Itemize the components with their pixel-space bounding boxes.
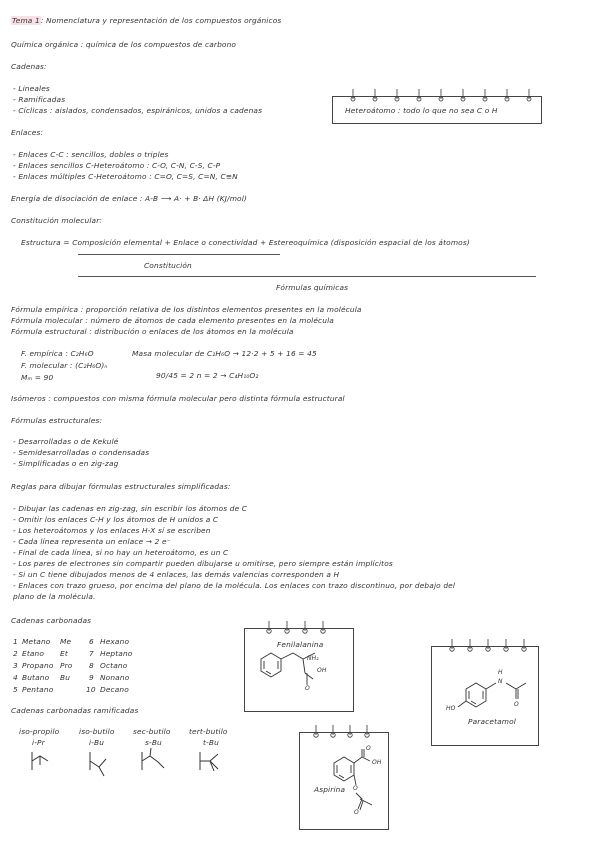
ejemplo-empirica: F. empírica : C₂H₆O	[21, 349, 94, 358]
cadena-num: 7	[89, 649, 94, 658]
cadenas-item: - Ramificadas	[13, 95, 66, 104]
grupo-name: iso-propilo	[19, 727, 60, 736]
enlaces-item: - Enlaces sencillos C-Heteroátomo : C-O, C-N, C-S, C-P	[13, 161, 221, 170]
ejemplo-masa-molecular: Masa molecular de C₂H₆O → 12·2 + 5 + 16 = 45	[132, 349, 317, 358]
cadenas-carbonadas-heading: Cadenas carbonadas	[11, 616, 92, 625]
grupo-abbr: i-Pr	[32, 738, 45, 747]
secbutyl-bond	[142, 748, 164, 770]
regla-item: - Si un C tiene dibujados menos de 4 enlaces, las demás valencias corresponden a H	[13, 570, 340, 579]
cadena-num: 9	[89, 673, 94, 682]
ramificadas-heading: Cadenas carbonadas ramificadas	[11, 706, 139, 715]
isobutyl-bond	[90, 752, 106, 776]
energia-disociacion: Energía de disociación de enlace : A-B ⟶ A· + B· ΔH (KJ/mol)	[11, 194, 247, 203]
paracetamol-ho: HO	[446, 705, 456, 712]
cadenas-heading: Cadenas:	[11, 62, 47, 71]
paracetamol-note	[431, 646, 539, 746]
cadena-num: 10	[86, 685, 96, 694]
formula-definition: Fórmula empírica : proporción relativa de los distintos elementos presentes en la molécula	[11, 305, 362, 314]
formulas-estructurales-item: - Desarrolladas o de Kekulé	[13, 437, 119, 446]
cadena-name: Metano	[22, 637, 51, 646]
fenilalanina-oh: OH	[317, 667, 327, 674]
regla-item: - Los heteroátomos y los enlaces H-X sí se escriben	[13, 526, 211, 535]
aspirina-o1: O	[366, 745, 371, 752]
grupo-name: tert-butilo	[189, 727, 228, 736]
formulas-quimicas-label: Fórmulas químicas	[276, 283, 349, 292]
cadena-num: 6	[89, 637, 94, 646]
cadena-name: Nonano	[100, 673, 130, 682]
formula-definition: Fórmula molecular : número de átomos de cada elemento presentes en la molécula	[11, 316, 334, 325]
cadena-num: 5	[13, 685, 18, 694]
enlaces-heading: Enlaces:	[11, 128, 44, 137]
reglas-heading: Reglas para dibujar fórmulas estructurales simplificadas:	[11, 482, 231, 491]
grupo-name: sec-butilo	[133, 727, 171, 736]
cadena-name: Butano	[22, 673, 50, 682]
aspirina-o2: O	[353, 785, 358, 792]
cadena-num: 3	[13, 661, 18, 670]
enlaces-item: - Enlaces C-C : sencillos, dobles o triples	[13, 150, 169, 159]
cadena-abbr: Me	[60, 637, 72, 646]
cadena-abbr: Pro	[60, 661, 73, 670]
regla-item: - Enlaces con trazo grueso, por encima del plano de la molécula. Los enlaces con trazo discontinuo, por debajo del	[13, 581, 456, 590]
paracetamol-n: N	[498, 678, 503, 685]
aspirina-structure	[300, 733, 388, 829]
aspirina-note	[299, 732, 389, 830]
grupo-abbr: s-Bu	[145, 738, 162, 747]
formula-definition: Fórmula estructural : distribución o enlaces de los átomos en la molécula	[11, 327, 294, 336]
constitucion-heading: Constitución molecular:	[11, 216, 103, 225]
grupo-name: iso-butilo	[79, 727, 115, 736]
estructura-equation: Estructura = Composición elemental + Enlace o conectividad + Estereoquímica (disposición espacial de los átomos)	[21, 238, 470, 247]
tertbutyl-bond	[200, 752, 218, 771]
cadena-name: Heptano	[100, 649, 133, 658]
cadena-name: Octano	[100, 661, 128, 670]
cadena-abbr: Bu	[60, 673, 71, 682]
enlaces-item: - Enlaces múltiples C-Heteroátomo : C=O, C=S, C=N, C≡N	[13, 172, 238, 181]
cadenas-item: - Lineales	[13, 84, 50, 93]
cadena-name: Pentano	[22, 685, 54, 694]
fenilalanina-nh2: NH₂	[307, 655, 319, 662]
title-rest: : Nomenclatura y representación de los compuestos orgánicos	[40, 16, 282, 25]
formulas-estructurales-item: - Simplificadas o en zig-zag	[13, 459, 119, 468]
regla-item: - Final de cada línea, si no hay un heteroátomo, es un C	[13, 548, 229, 557]
heteroatomo-text: Heteroátomo : todo lo que no sea C o H	[345, 106, 498, 115]
aspirina-o3: O	[354, 809, 359, 816]
paracetamol-o: O	[514, 701, 519, 708]
isopropyl-bond	[32, 752, 48, 770]
regla-item: - Omitir los enlaces C-H y los átomos de H unidos a C	[13, 515, 219, 524]
paracetamol-structure	[432, 647, 538, 745]
paracetamol-h: H	[498, 669, 503, 676]
ejemplo-masa-molar: Mₘ = 90	[21, 373, 54, 382]
cadena-num: 4	[13, 673, 18, 682]
regla-item: - Cada línea representa un enlace → 2 e⁻	[13, 537, 171, 546]
formulas-estructurales-heading: Fórmulas estructurales:	[11, 416, 103, 425]
fenilalanina-o: O	[305, 685, 310, 692]
cadena-name: Hexano	[100, 637, 130, 646]
fenilalanina-structure	[245, 629, 353, 711]
ejemplo-calculo: 90/45 = 2 n = 2 → C₄H₁₀O₂	[156, 371, 259, 380]
cadena-name: Etano	[22, 649, 45, 658]
quimica-organica-def: Química orgánica : química de los compuestos de carbono	[11, 40, 237, 49]
title-highlight: Tema 1	[12, 16, 40, 25]
regla-item: - Los pares de electrones sin compartir pueden dibujarse u omitirse, pero siempre están implícitos	[13, 559, 393, 568]
ejemplo-molecular: F. molecular : (C₂H₆O)ₙ	[21, 361, 108, 370]
isomeros-def: Isómeros : compuestos con misma fórmula molecular pero distinta fórmula estructural	[11, 394, 345, 403]
cadena-num: 8	[89, 661, 94, 670]
fenilalanina-note	[244, 628, 354, 712]
formulas-estructurales-item: - Semidesarrolladas o condensadas	[13, 448, 150, 457]
aspirina-oh: OH	[372, 759, 382, 766]
cadena-name: Decano	[100, 685, 129, 694]
paracetamol-name: Paracetamol	[468, 717, 517, 726]
constitucion-label: Constitución	[144, 261, 192, 270]
regla-item: plano de la molécula.	[13, 592, 96, 601]
cadena-num: 2	[13, 649, 18, 658]
fenilalanina-name: Fenilalanina	[277, 640, 324, 649]
grupo-abbr: t-Bu	[203, 738, 219, 747]
grupo-abbr: i-Bu	[89, 738, 105, 747]
cadena-abbr: Et	[60, 649, 68, 658]
regla-item: - Dibujar las cadenas en zig-zag, sin escribir los átomos de C	[13, 504, 248, 513]
cadena-num: 1	[13, 637, 18, 646]
cadena-name: Propano	[22, 661, 54, 670]
cadenas-item: - Cíclicas : aislados, condensados, espiránicos, unidos a cadenas	[13, 106, 263, 115]
aspirina-name: Aspirina	[314, 785, 346, 794]
